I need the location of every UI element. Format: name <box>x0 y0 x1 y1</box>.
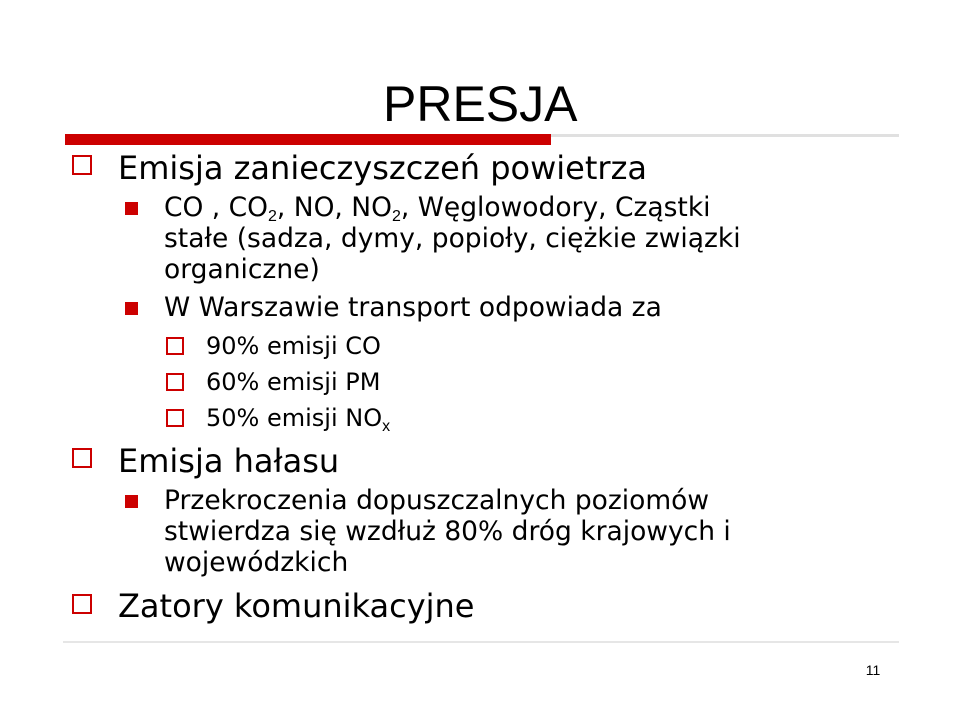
hollow-square-bullet-icon <box>166 409 184 427</box>
bullet-pollutants-line-3: organiczne) <box>164 254 320 285</box>
bullet-pollutants-line-2: stałe (sadza, dymy, popioły, ciężkie związki <box>164 223 741 254</box>
filled-square-bullet-icon <box>125 202 138 215</box>
bullet-emisji-co: 90% emisji CO <box>206 332 381 360</box>
footer-rule <box>63 641 899 643</box>
bullet-noise-line-2: stwierdza się wzdłuż 80% dróg krajowych i <box>164 516 731 547</box>
bullet-emisja-zanieczyszczen: Emisja zanieczyszczeń powietrza <box>118 149 647 187</box>
bullet-pollutants-line-1: CO , $CO_2$, NO, $NO_2$, Węglowodory, Cząstki <box>164 192 711 225</box>
title-underline-rule <box>551 134 899 137</box>
page-number: 11 <box>865 662 881 678</box>
bullet-emisji-pm: 60% emisji PM <box>206 368 381 396</box>
filled-square-bullet-icon <box>125 302 138 315</box>
bullet-noise-line-3: wojewódzkich <box>164 547 349 578</box>
hollow-square-bullet-icon <box>72 594 92 614</box>
hollow-square-bullet-icon <box>72 155 92 175</box>
bullet-noise-line-1: Przekroczenia dopuszczalnych poziomów <box>164 485 710 516</box>
title-underline-accent <box>65 134 551 145</box>
hollow-square-bullet-icon <box>72 448 92 468</box>
bullet-warszawa-transport: W Warszawie transport odpowiada za <box>164 292 662 323</box>
bullet-emisji-nox: 50% emisji $NO_x$ <box>206 404 391 435</box>
filled-square-bullet-icon <box>125 495 138 508</box>
bullet-emisja-halasu: Emisja hałasu <box>118 442 340 480</box>
bullet-zatory-komunikacyjne: Zatory komunikacyjne <box>118 587 475 625</box>
hollow-square-bullet-icon <box>166 373 184 391</box>
hollow-square-bullet-icon <box>166 337 184 355</box>
slide-title: PRESJA <box>383 76 578 132</box>
